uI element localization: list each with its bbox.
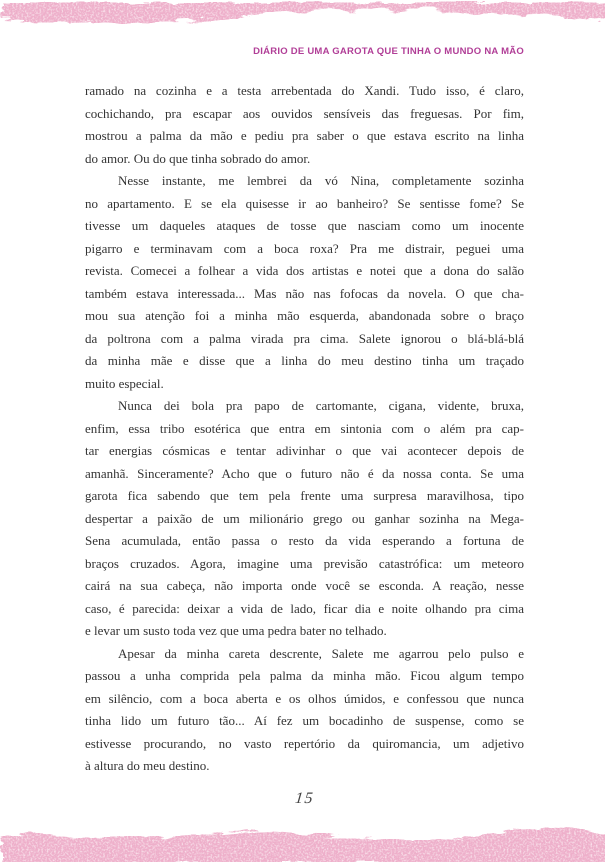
text-line: tar energias cósmicas e tentar adivinhar o que vai acontecer depois de bbox=[85, 443, 524, 458]
text-line: da minha mãe e disse que a linha do meu destino tinha um traçado bbox=[85, 353, 524, 368]
paragraph bbox=[85, 170, 524, 395]
paragraph bbox=[85, 80, 524, 170]
paragraph bbox=[85, 395, 524, 643]
page-number: 15 bbox=[294, 790, 315, 807]
text-line: mostrou a palma da mão e pediu pra saber o que estava escrito na linha bbox=[85, 128, 524, 143]
text-line: da poltrona com a palma virada pra cima. Salete ignorou o blá-blá-blá bbox=[85, 330, 524, 346]
torn-edge-bottom bbox=[0, 822, 605, 862]
text-line: ramado na cozinha e a testa arrebentada do Xandi. Tudo isso, é claro, bbox=[85, 83, 524, 98]
text-line: caso, é parecida: deixar a vida de lado, ficar dia e noite olhando pra cima bbox=[85, 600, 524, 616]
text-line: também estava interessada... Mas não nas fofocas da novela. O que cha- bbox=[85, 285, 524, 301]
text-line: enfim, essa tribo esotérica que entra em sintonia com o além pra cap- bbox=[85, 420, 524, 436]
text-line: Sena acumulada, então passa o resto da vida esperando a fortuna de bbox=[85, 533, 524, 548]
text-line: tivesse um daqueles ataques de tosse que nasciam como um inocente bbox=[85, 218, 524, 233]
text-line: muito especial. bbox=[85, 375, 164, 391]
text-line: Nunca dei bola pra papo de cartomante, cigana, vidente, bruxa, bbox=[118, 398, 524, 413]
text-line: tinha lido um futuro tão... Aí fez um bocadinho de suspense, como se bbox=[85, 713, 524, 728]
text-line: amanhã. Sinceramente? Acho que o futuro não é da nossa conta. Se uma bbox=[85, 465, 524, 481]
text-line: Nesse instante, me lembrei da vó Nina, completamente sozinha bbox=[118, 173, 524, 188]
running-header: DIÁRIO DE UMA GAROTA QUE TINHA O MUNDO NA MÃO bbox=[253, 46, 524, 57]
text-line: estivesse procurando, no vasto repertório da quiromancia, um adjetivo bbox=[85, 735, 524, 751]
text-line: garota fica sabendo que tem pela frente uma surpresa maravilhosa, tipo bbox=[85, 488, 524, 503]
text-line: no apartamento. E se ela quisesse ir ao banheiro? Se sentisse fome? Se bbox=[85, 195, 524, 211]
text-line: Apesar da minha careta descrente, Salete me agarrou pelo pulso e bbox=[118, 645, 524, 661]
text-line: à altura do meu destino. bbox=[85, 758, 210, 773]
text-line: braços cruzados. Agora, imagine uma previsão catastrófica: um meteoro bbox=[85, 555, 524, 571]
text-line: em silêncio, com a boca aberta e os olhos úmidos, e confessou que nunca bbox=[85, 690, 524, 706]
text-line: cairá na sua cabeça, não importa onde você se esconda. A reação, nesse bbox=[85, 578, 524, 593]
text-line: mou sua atenção foi a minha mão esquerda, abandonada sobre o braço bbox=[85, 308, 524, 323]
text-line: revista. Comecei a folhear a vida dos artistas e notei que a dona do salão bbox=[85, 263, 524, 278]
paragraph bbox=[85, 643, 524, 778]
text-line: despertar a paixão de um milionário grego ou ganhar sozinha na Mega- bbox=[85, 510, 524, 526]
text-line: cochichando, pra escapar aos ouvidos sensíveis das freguesas. Por fim, bbox=[85, 105, 524, 121]
torn-edge-top bbox=[0, 0, 605, 34]
text-line: pigarro e terminavam com a boca roxa? Pra me distrair, peguei uma bbox=[85, 240, 524, 256]
text-line: e levar um susto toda vez que uma pedra bater no telhado. bbox=[85, 623, 387, 638]
body-text bbox=[85, 80, 524, 778]
text-line: do amor. Ou do que tinha sobrado do amor. bbox=[85, 150, 311, 166]
text-line: passou a unha comprida pela palma da minha mão. Ficou algum tempo bbox=[85, 668, 524, 683]
